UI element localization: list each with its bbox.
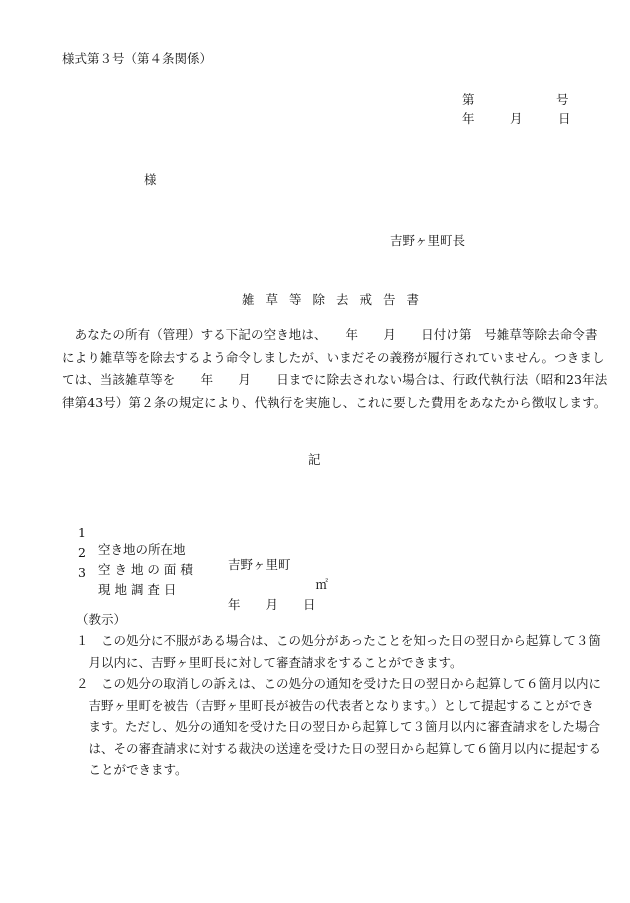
item-value: 吉野ヶ里町	[228, 557, 291, 572]
recipient-honorific: 様	[144, 172, 157, 187]
instruction-line: １ この処分に不服がある場合は、この処分があったことを知った日の翌日から起算して３箇	[76, 633, 601, 648]
item-number: 2	[78, 545, 86, 560]
body-line: 律第43号）第２条の規定により、代執行を実施し、これに要した費用をあなたから徴収します。	[62, 394, 607, 410]
item-value: 年 月 日	[228, 597, 316, 612]
body-line: ては、当該雑草等を 年 月 日までに除去されない場合は、行政代執行法（昭和23年法	[62, 372, 608, 387]
issuer-name: 吉野ヶ里町長	[390, 233, 466, 248]
instruction-line: 吉野ヶ里町を被告（吉野ヶ里町長が被告の代表者となります。）として提起することができ	[76, 697, 594, 713]
instruction-line: ます。ただし、処分の通知を受けた日の翌日から起算して３箇月以内に審査請求をした場合	[76, 719, 601, 734]
doc-no-prefix: 第	[462, 92, 475, 107]
body-line: あなたの所有（管理）する下記の空き地は、 年 月 日付け第 号雑草等除去命令書	[62, 327, 598, 342]
item-number: 1	[78, 525, 86, 540]
body-paragraph	[62, 324, 608, 414]
instruction-line: ことができます。	[76, 762, 188, 777]
item-number: 3	[78, 565, 86, 580]
instruction-line: ２ この処分の取消しの訴えは、この処分の通知を受けた日の翌日から起算して６箇月以内に	[76, 676, 602, 691]
item-value: ㎡	[228, 577, 329, 592]
instruction-line: は、その審査請求に対する裁決の送達を受けた日の翌日から起算して６箇月以内に提起する	[76, 740, 602, 756]
date-year: 年	[462, 111, 475, 126]
doc-no-suffix: 号	[556, 92, 569, 107]
instruction-item-1	[76, 630, 601, 673]
item-label: 空 き 地 の 面 積	[98, 562, 193, 577]
instruction-line: 月以内に、吉野ヶ里町長に対して審査請求をすることができます。	[76, 654, 463, 670]
item-label: 空き地の所在地	[98, 542, 186, 557]
form-number: 様式第３号（第４条関係）	[62, 51, 213, 66]
date-month: 月	[510, 111, 523, 126]
instructions-heading: （教示）	[76, 612, 127, 627]
body-line: により雑草等を除去するよう命令しましたが、いまだその義務が履行されていません。つきまし	[62, 349, 605, 365]
item-label: 現 地 調 査 日	[98, 582, 177, 597]
date-day: 日	[558, 111, 571, 126]
ki-marker: 記	[308, 452, 321, 467]
instruction-item-2	[76, 673, 602, 781]
document-title: 雑草等除去戒告書	[242, 292, 431, 307]
